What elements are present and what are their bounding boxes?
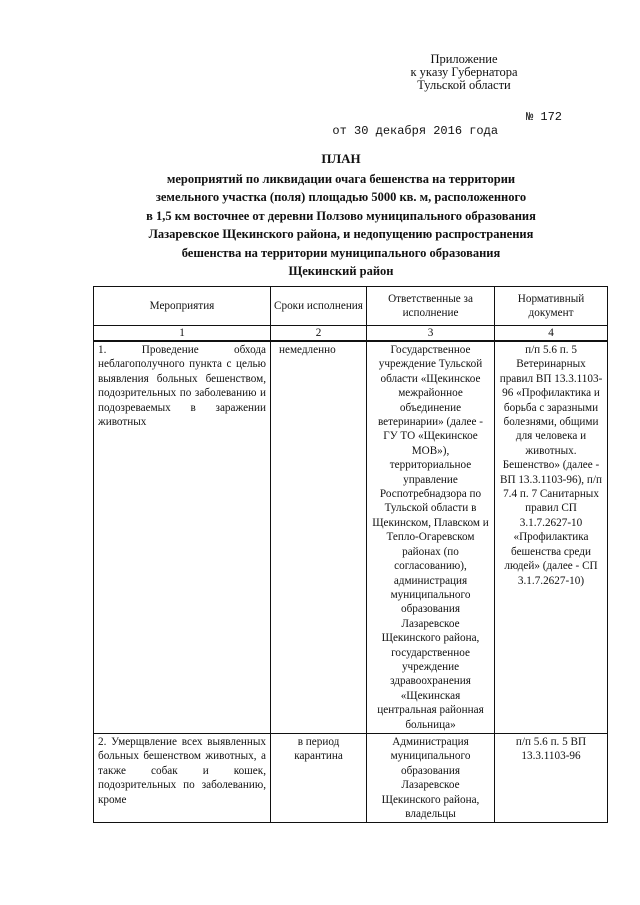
appendix-block [384, 53, 544, 92]
column-number: 4 [495, 326, 608, 342]
decree-dateline [318, 110, 578, 152]
header-activities: Мероприятия [94, 287, 271, 326]
appendix-line-1: Приложение [430, 52, 498, 66]
table-row [94, 733, 608, 822]
decree-date: от 30 декабря 2016 года [332, 124, 499, 138]
title-line: Щекинский район [288, 264, 394, 278]
title-line: в 1,5 км восточнее от деревни Ползово муниципального образования [146, 208, 536, 223]
column-number-row [94, 326, 608, 342]
normative-doc-cell: п/п 5.6 п. 5 Ветеринарных правил ВП 13.3.1103-96 «Профилактика и борьба с заразными болезнями, общими для человека и животных. Бешенство» (далее - ВП 13.3.1103-96), п/п 7.4 п. 7 Санитарных правил СП 3.1.7.2627-10 «Профилактика бешенства среди людей» (далее - СП 3.1.7.2627-10) [495, 341, 608, 733]
responsible-cell: Администрация муниципального образования Лазаревское Щекинского района, владельцы [367, 733, 495, 822]
appendix-line-2: к указу Губернатора [410, 65, 518, 79]
deadline-cell: в период карантина [271, 733, 367, 822]
table-row [94, 341, 608, 733]
title-line: мероприятий по ликвидации очага бешенства на территории [166, 171, 516, 186]
deadline-cell: немедленно [271, 341, 367, 733]
activity-cell: 2. Умерщвление всех выявленных больных бешенством животных, а также собак и кошек, подозрительных по заболеванию, кроме [94, 733, 271, 822]
header-normative-doc: Нормативный документ [495, 287, 608, 326]
column-number: 1 [94, 326, 271, 342]
column-number: 3 [367, 326, 495, 342]
header-responsible: Ответственные за исполнение [367, 287, 495, 326]
responsible-cell: Государственное учреждение Тульской области «Щекинское межрайонное объединение ветеринарии» (далее - ГУ ТО «Щекинское МОВ»), территориальное управление Роспотребнадзора по Тульской области в Щекинском, Плавском и Тепло-Огаревском районах (по согласованию), администрация муниципального образования Лазаревское Щекинского района, государственное учреждение здравоохранения «Щекинская центральная районная больница» [367, 341, 495, 733]
title-line: Лазаревское Щекинского района, и недопущению распространения [148, 227, 534, 241]
title-line: земельного участка (поля) площадью 5000 кв. м, расположенного [155, 190, 527, 204]
table-header-row [94, 287, 608, 326]
activity-cell: 1. Проведение обхода неблагополучного пункта с целью выявления больных бешенством, подозрительных по заболеванию и подозреваемых в заражении животных [94, 341, 271, 733]
plan-table [93, 286, 608, 823]
appendix-line-3: Тульской области [417, 78, 511, 92]
decree-number: № 172 [526, 110, 563, 124]
column-number: 2 [271, 326, 367, 342]
header-deadlines: Сроки исполнения [271, 287, 367, 326]
document-title [96, 150, 586, 281]
title-line: бешенства на территории муниципального образования [181, 245, 501, 260]
title-plan: ПЛАН [321, 151, 361, 166]
normative-doc-cell: п/п 5.6 п. 5 ВП 13.3.1103-96 [495, 733, 608, 822]
